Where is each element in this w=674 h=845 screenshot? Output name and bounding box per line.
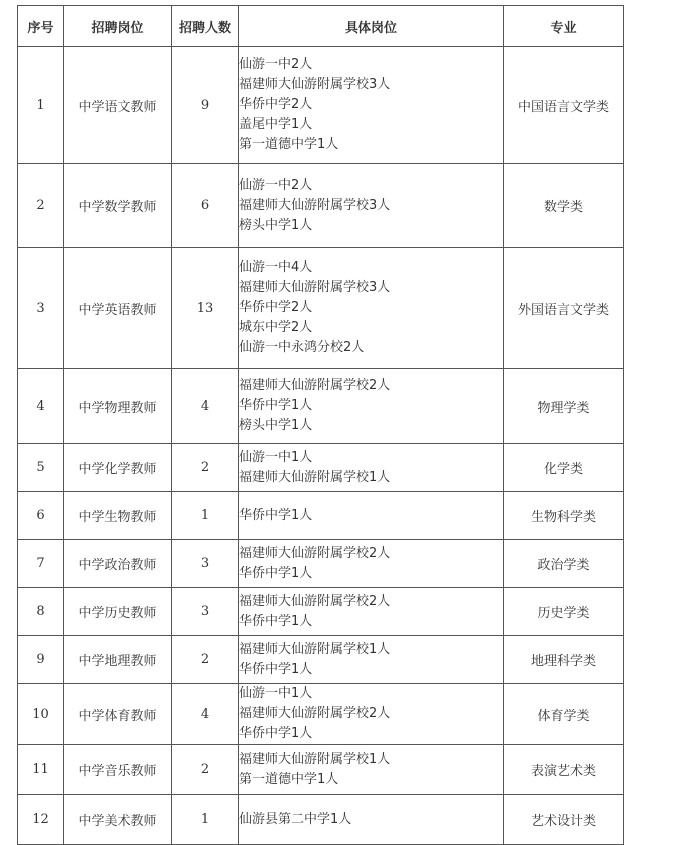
row-major: 表演艺术类 [504,745,624,795]
table-header-row [18,6,624,47]
table-row [18,47,624,164]
row-major: 物理学类 [504,369,624,444]
row-major: 地理科学类 [504,636,624,684]
detail-line: 华侨中学1人 [239,726,313,741]
detail-line: 福建师大仙游附属学校3人 [239,77,391,92]
row-position: 中学化学教师 [64,444,172,492]
row-detail [239,684,504,745]
row-position: 中学美术教师 [64,795,172,845]
header-index: 序号 [18,6,64,47]
detail-line: 第一道德中学1人 [239,137,339,152]
detail-line: 仙游一中2人 [239,177,313,193]
row-index: 3 [18,248,64,369]
detail-line: 福建师大仙游附属学校2人 [239,378,391,393]
row-index: 1 [18,47,64,164]
table-row [18,540,624,588]
table-body [18,47,624,845]
table-row [18,164,624,248]
table-row [18,492,624,540]
detail-line: 榜头中学1人 [239,418,313,433]
table-row [18,636,624,684]
row-count: 3 [172,588,239,636]
detail-line: 仙游县第二中学1人 [239,811,352,827]
row-position: 中学生物教师 [64,492,172,540]
row-count: 2 [172,745,239,795]
detail-line: 福建师大仙游附属学校3人 [239,197,391,213]
row-count: 6 [172,164,239,248]
row-count: 4 [172,684,239,745]
detail-line: 华侨中学1人 [239,565,313,581]
row-position: 中学地理教师 [64,636,172,684]
table-row [18,444,624,492]
row-major: 化学类 [504,444,624,492]
row-index: 9 [18,636,64,684]
detail-line: 福建师大仙游附属学校1人 [239,469,391,485]
row-major: 外国语言文学类 [504,248,624,369]
detail-line: 福建师大仙游附属学校1人 [239,641,391,657]
row-count: 1 [172,492,239,540]
row-detail [239,444,504,492]
table-row [18,248,624,369]
row-major: 生物科学类 [504,492,624,540]
row-detail [239,540,504,588]
row-count: 4 [172,369,239,444]
recruitment-table [17,5,624,845]
detail-line: 仙游一中4人 [239,260,313,275]
table-row [18,369,624,444]
row-index: 6 [18,492,64,540]
row-detail [239,164,504,248]
detail-line: 盖尾中学1人 [239,117,313,132]
detail-line: 华侨中学1人 [239,661,313,677]
row-count: 3 [172,540,239,588]
row-detail [239,636,504,684]
row-count: 9 [172,47,239,164]
detail-line: 第一道德中学1人 [239,771,339,787]
table-row [18,795,624,845]
header-detail: 具体岗位 [239,6,504,47]
detail-line: 城东中学2人 [239,320,313,335]
table-row [18,745,624,795]
row-detail [239,745,504,795]
header-position: 招聘岗位 [64,6,172,47]
table-row [18,588,624,636]
header-major: 专业 [504,6,624,47]
row-detail [239,369,504,444]
detail-line: 华侨中学1人 [239,507,313,523]
detail-line: 福建师大仙游附属学校1人 [239,751,391,767]
row-major: 体育学类 [504,684,624,745]
row-index: 12 [18,795,64,845]
row-index: 4 [18,369,64,444]
row-detail [239,588,504,636]
row-major: 历史学类 [504,588,624,636]
table-row [18,684,624,745]
detail-line: 榜头中学1人 [239,217,313,233]
row-major: 艺术设计类 [504,795,624,845]
row-position: 中学语文教师 [64,47,172,164]
row-index: 2 [18,164,64,248]
row-position: 中学数学教师 [64,164,172,248]
detail-line: 福建师大仙游附属学校2人 [239,545,391,561]
row-index: 8 [18,588,64,636]
row-index: 10 [18,684,64,745]
detail-line: 福建师大仙游附属学校2人 [239,593,391,609]
row-position: 中学体育教师 [64,684,172,745]
detail-line: 华侨中学1人 [239,398,313,413]
row-position: 中学历史教师 [64,588,172,636]
detail-line: 华侨中学2人 [239,300,313,315]
row-detail [239,795,504,845]
detail-line: 福建师大仙游附属学校2人 [239,706,391,721]
detail-line: 仙游一中1人 [239,686,313,701]
row-detail [239,47,504,164]
row-major: 中国语言文学类 [504,47,624,164]
row-major: 数学类 [504,164,624,248]
row-position: 中学物理教师 [64,369,172,444]
row-position: 中学英语教师 [64,248,172,369]
detail-line: 仙游一中永鸿分校2人 [239,340,365,355]
row-index: 11 [18,745,64,795]
row-major: 政治学类 [504,540,624,588]
detail-line: 福建师大仙游附属学校3人 [239,280,391,295]
detail-line: 仙游一中1人 [239,449,313,465]
detail-line: 仙游一中2人 [239,57,313,72]
row-detail [239,492,504,540]
detail-line: 华侨中学1人 [239,613,313,629]
row-detail [239,248,504,369]
row-position: 中学音乐教师 [64,745,172,795]
header-count: 招聘人数 [172,6,239,47]
row-count: 1 [172,795,239,845]
row-position: 中学政治教师 [64,540,172,588]
row-count: 2 [172,444,239,492]
row-count: 2 [172,636,239,684]
row-index: 7 [18,540,64,588]
row-index: 5 [18,444,64,492]
row-count: 13 [172,248,239,369]
detail-line: 华侨中学2人 [239,97,313,112]
